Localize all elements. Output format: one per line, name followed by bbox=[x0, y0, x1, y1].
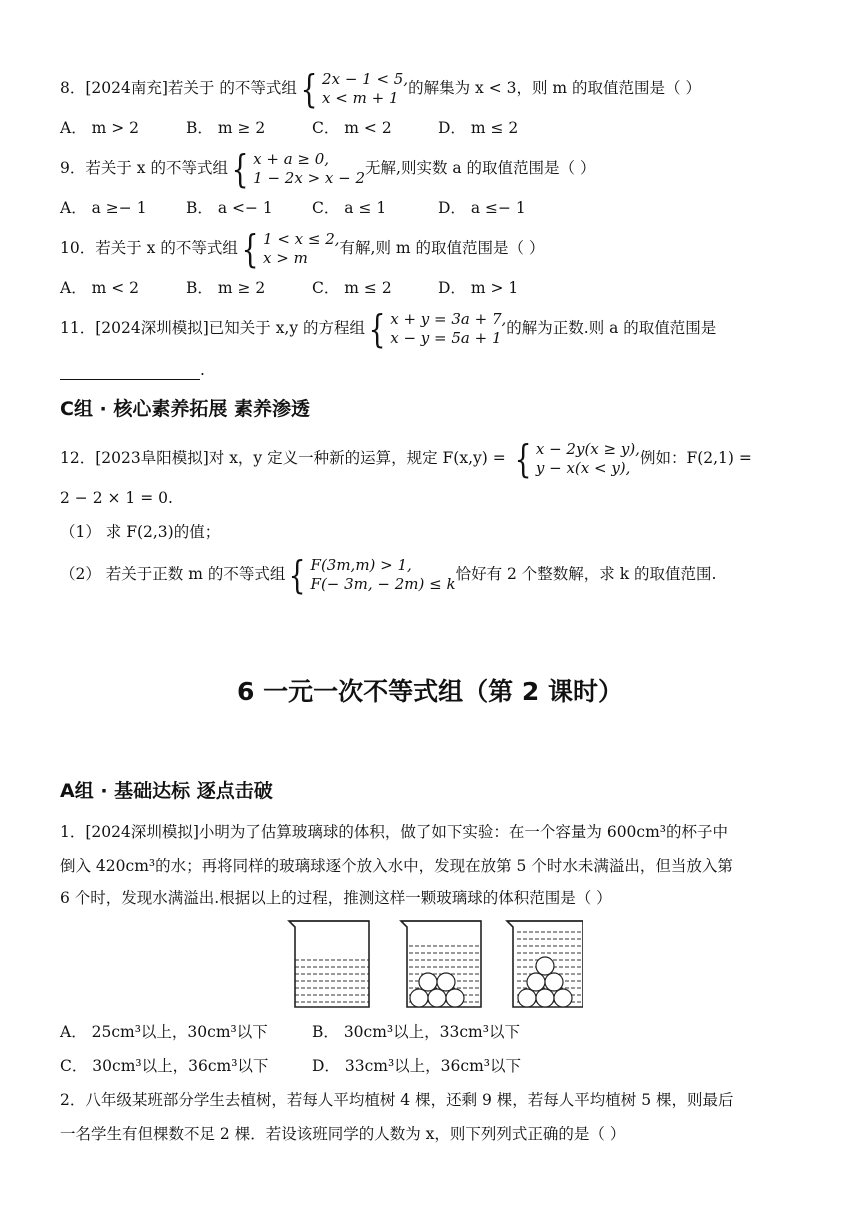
q11-prefix: 11．[2024深圳模拟]已知关于 x,y 的方程组 bbox=[60, 319, 366, 337]
q8-mid: 的不等式组 bbox=[219, 79, 297, 97]
q1-options-row-1 bbox=[60, 1022, 564, 1042]
q1-option-c: C． 30cm³以上，36cm³以下 bbox=[60, 1057, 269, 1075]
q10-option-d: D． m > 1 bbox=[438, 279, 519, 297]
q12-part-2-line-2: F(− 3m, − 2m) ≤ k bbox=[310, 575, 456, 593]
q9-system-line-1: x + a ≥ 0, bbox=[253, 150, 330, 168]
section-c-heading: C组 · 核心素养拓展 素养渗透 bbox=[60, 398, 311, 420]
q9-prefix: 9．若关于 x 的不等式组 bbox=[60, 159, 228, 177]
q2-line-1: 2．八年级某班部分学生去植树，若每人平均植树 4 棵，还剩 9 棵，若每人平均植树 5 棵，则最后 bbox=[60, 1091, 734, 1109]
beaker-1-icon bbox=[289, 921, 369, 1007]
q8-option-a: A． m > 2 bbox=[60, 119, 140, 137]
q12-part-2-prefix: （2） 若关于正数 m 的不等式组 bbox=[60, 565, 286, 583]
q10-system-line-1: 1 < x ≤ 2, bbox=[263, 230, 340, 248]
q11-suffix: 的解为正数.则 a 的取值范围是 bbox=[506, 319, 717, 337]
question-11: 11．[2024深圳模拟]已知关于 x,y 的方程组 { x + y = 3a + 7, x − y = 5a + 1 的解为正数.则 a 的取值范围是 bbox=[60, 307, 717, 351]
q1-line-2: 倒入 420cm³的水；再将同样的玻璃球逐个放入水中，发现在放第 5 个时水未满溢出，但当放入第 bbox=[60, 857, 733, 875]
q9-option-b: B． a <− 1 bbox=[186, 199, 273, 217]
answer-blank-line bbox=[60, 365, 200, 380]
beaker-figure bbox=[283, 915, 583, 1015]
q1-line-3: 6 个时，发现水满溢出.根据以上的过程，推测这样一颗玻璃球的体积范围是（ ） bbox=[60, 889, 612, 907]
q8-prefix: 8．[2024南充]若关于 bbox=[60, 79, 220, 97]
q12-case-1: x − 2y(x ≥ y), bbox=[535, 440, 640, 458]
q10-prefix: 10．若关于 x 的不等式组 bbox=[60, 239, 238, 257]
q12-part-2-line-1: F(3m,m) > 1, bbox=[310, 556, 412, 574]
q8-system-line-2: x < m + 1 bbox=[322, 89, 399, 107]
q8-option-c: C． m < 2 bbox=[312, 119, 392, 137]
q12-case-2: y − x(x < y), bbox=[535, 459, 631, 477]
q8-options bbox=[60, 118, 564, 138]
question-9: 9．若关于 x 的不等式组 { x + a ≥ 0, 1 − 2x > x − 2 无解,则实数 a 的取值范围是（ ） bbox=[60, 147, 596, 191]
q8-system-line-1: 2x − 1 < 5, bbox=[322, 70, 409, 88]
question-10: 10．若关于 x 的不等式组 { 1 < x ≤ 2, x > m 有解,则 m 的取值范围是（ ） bbox=[60, 227, 545, 271]
q10-suffix: 有解,则 m 的取值范围是（ ） bbox=[339, 239, 545, 257]
q9-option-d: D． a ≤− 1 bbox=[438, 199, 526, 217]
q10-option-c: C． m ≤ 2 bbox=[312, 279, 392, 297]
q1-option-a: A． 25cm³以上，30cm³以下 bbox=[60, 1023, 268, 1041]
question-8: 8．[2024南充]若关于 的不等式组 { 2x − 1 < 5, x < m + 1 的解集为 x < 3，则 m 的取值范围是（ ） bbox=[60, 67, 701, 111]
q1-line-1: 1．[2024深圳模拟]小明为了估算玻璃球的体积，做了如下实验：在一个容量为 600cm³的杯子中 bbox=[60, 823, 729, 841]
q1-options-row-2 bbox=[60, 1056, 564, 1076]
q9-system-line-2: 1 − 2x > x − 2 bbox=[253, 169, 366, 187]
q8-option-d: D． m ≤ 2 bbox=[438, 119, 519, 137]
chapter-title: 6 一元一次不等式组（第 2 课时） bbox=[237, 677, 623, 706]
q12-part-1: （1） 求 F(2,3)的值； bbox=[60, 523, 221, 541]
q12-part-2-suffix: 恰好有 2 个整数解，求 k 的取值范围. bbox=[455, 565, 717, 583]
q2-line-2: 一名学生有但棵数不足 2 棵．若设该班同学的人数为 x，则下列列式正确的是（ ） bbox=[60, 1125, 626, 1143]
q9-option-a: A． a ≥− 1 bbox=[60, 199, 147, 217]
q1-option-d: D． 33cm³以上，36cm³以下 bbox=[312, 1057, 521, 1075]
q10-option-b: B． m ≥ 2 bbox=[186, 279, 266, 297]
q11-system-line-1: x + y = 3a + 7, bbox=[390, 310, 507, 328]
q8-option-b: B． m ≥ 2 bbox=[186, 119, 266, 137]
q1-option-b: B． 30cm³以上，33cm³以下 bbox=[312, 1023, 520, 1041]
q10-system-line-2: x > m bbox=[263, 249, 308, 267]
q8-suffix: 的解集为 x < 3，则 m 的取值范围是（ ） bbox=[408, 79, 701, 97]
q9-options bbox=[60, 198, 564, 218]
q9-suffix: 无解,则实数 a 的取值范围是（ ） bbox=[365, 159, 596, 177]
q11-answer-blank bbox=[60, 360, 205, 380]
q10-option-a: A． m < 2 bbox=[60, 279, 140, 297]
beaker-2-icon bbox=[401, 921, 481, 1007]
q11-system-line-2: x − y = 5a + 1 bbox=[390, 329, 502, 347]
q9-option-c: C． a ≤ 1 bbox=[312, 199, 387, 217]
q12-part-2: （2） 若关于正数 m 的不等式组 { F(3m,m) > 1, F(− 3m, − 2m) ≤ k 恰好有 2 个整数解，求 k 的取值范围. bbox=[60, 553, 717, 597]
q12-prefix: 12．[2023阜阳模拟]对 x，y 定义一种新的运算，规定 F(x,y) = bbox=[60, 449, 511, 467]
q10-options bbox=[60, 278, 564, 298]
section-a-heading: A组 · 基础达标 逐点击破 bbox=[60, 780, 273, 802]
q11-end: . bbox=[200, 361, 205, 379]
q12-suffix: 例如：F(2,1) = bbox=[639, 449, 752, 467]
q12-line-2: 2 − 2 × 1 = 0. bbox=[60, 489, 173, 507]
question-12: 12．[2023阜阳模拟]对 x，y 定义一种新的运算，规定 F(x,y) = { x − 2y(x ≥ y), y − x(x < y), 例如：F(2,1) = bbox=[60, 437, 752, 481]
beaker-3-icon bbox=[507, 921, 583, 1007]
